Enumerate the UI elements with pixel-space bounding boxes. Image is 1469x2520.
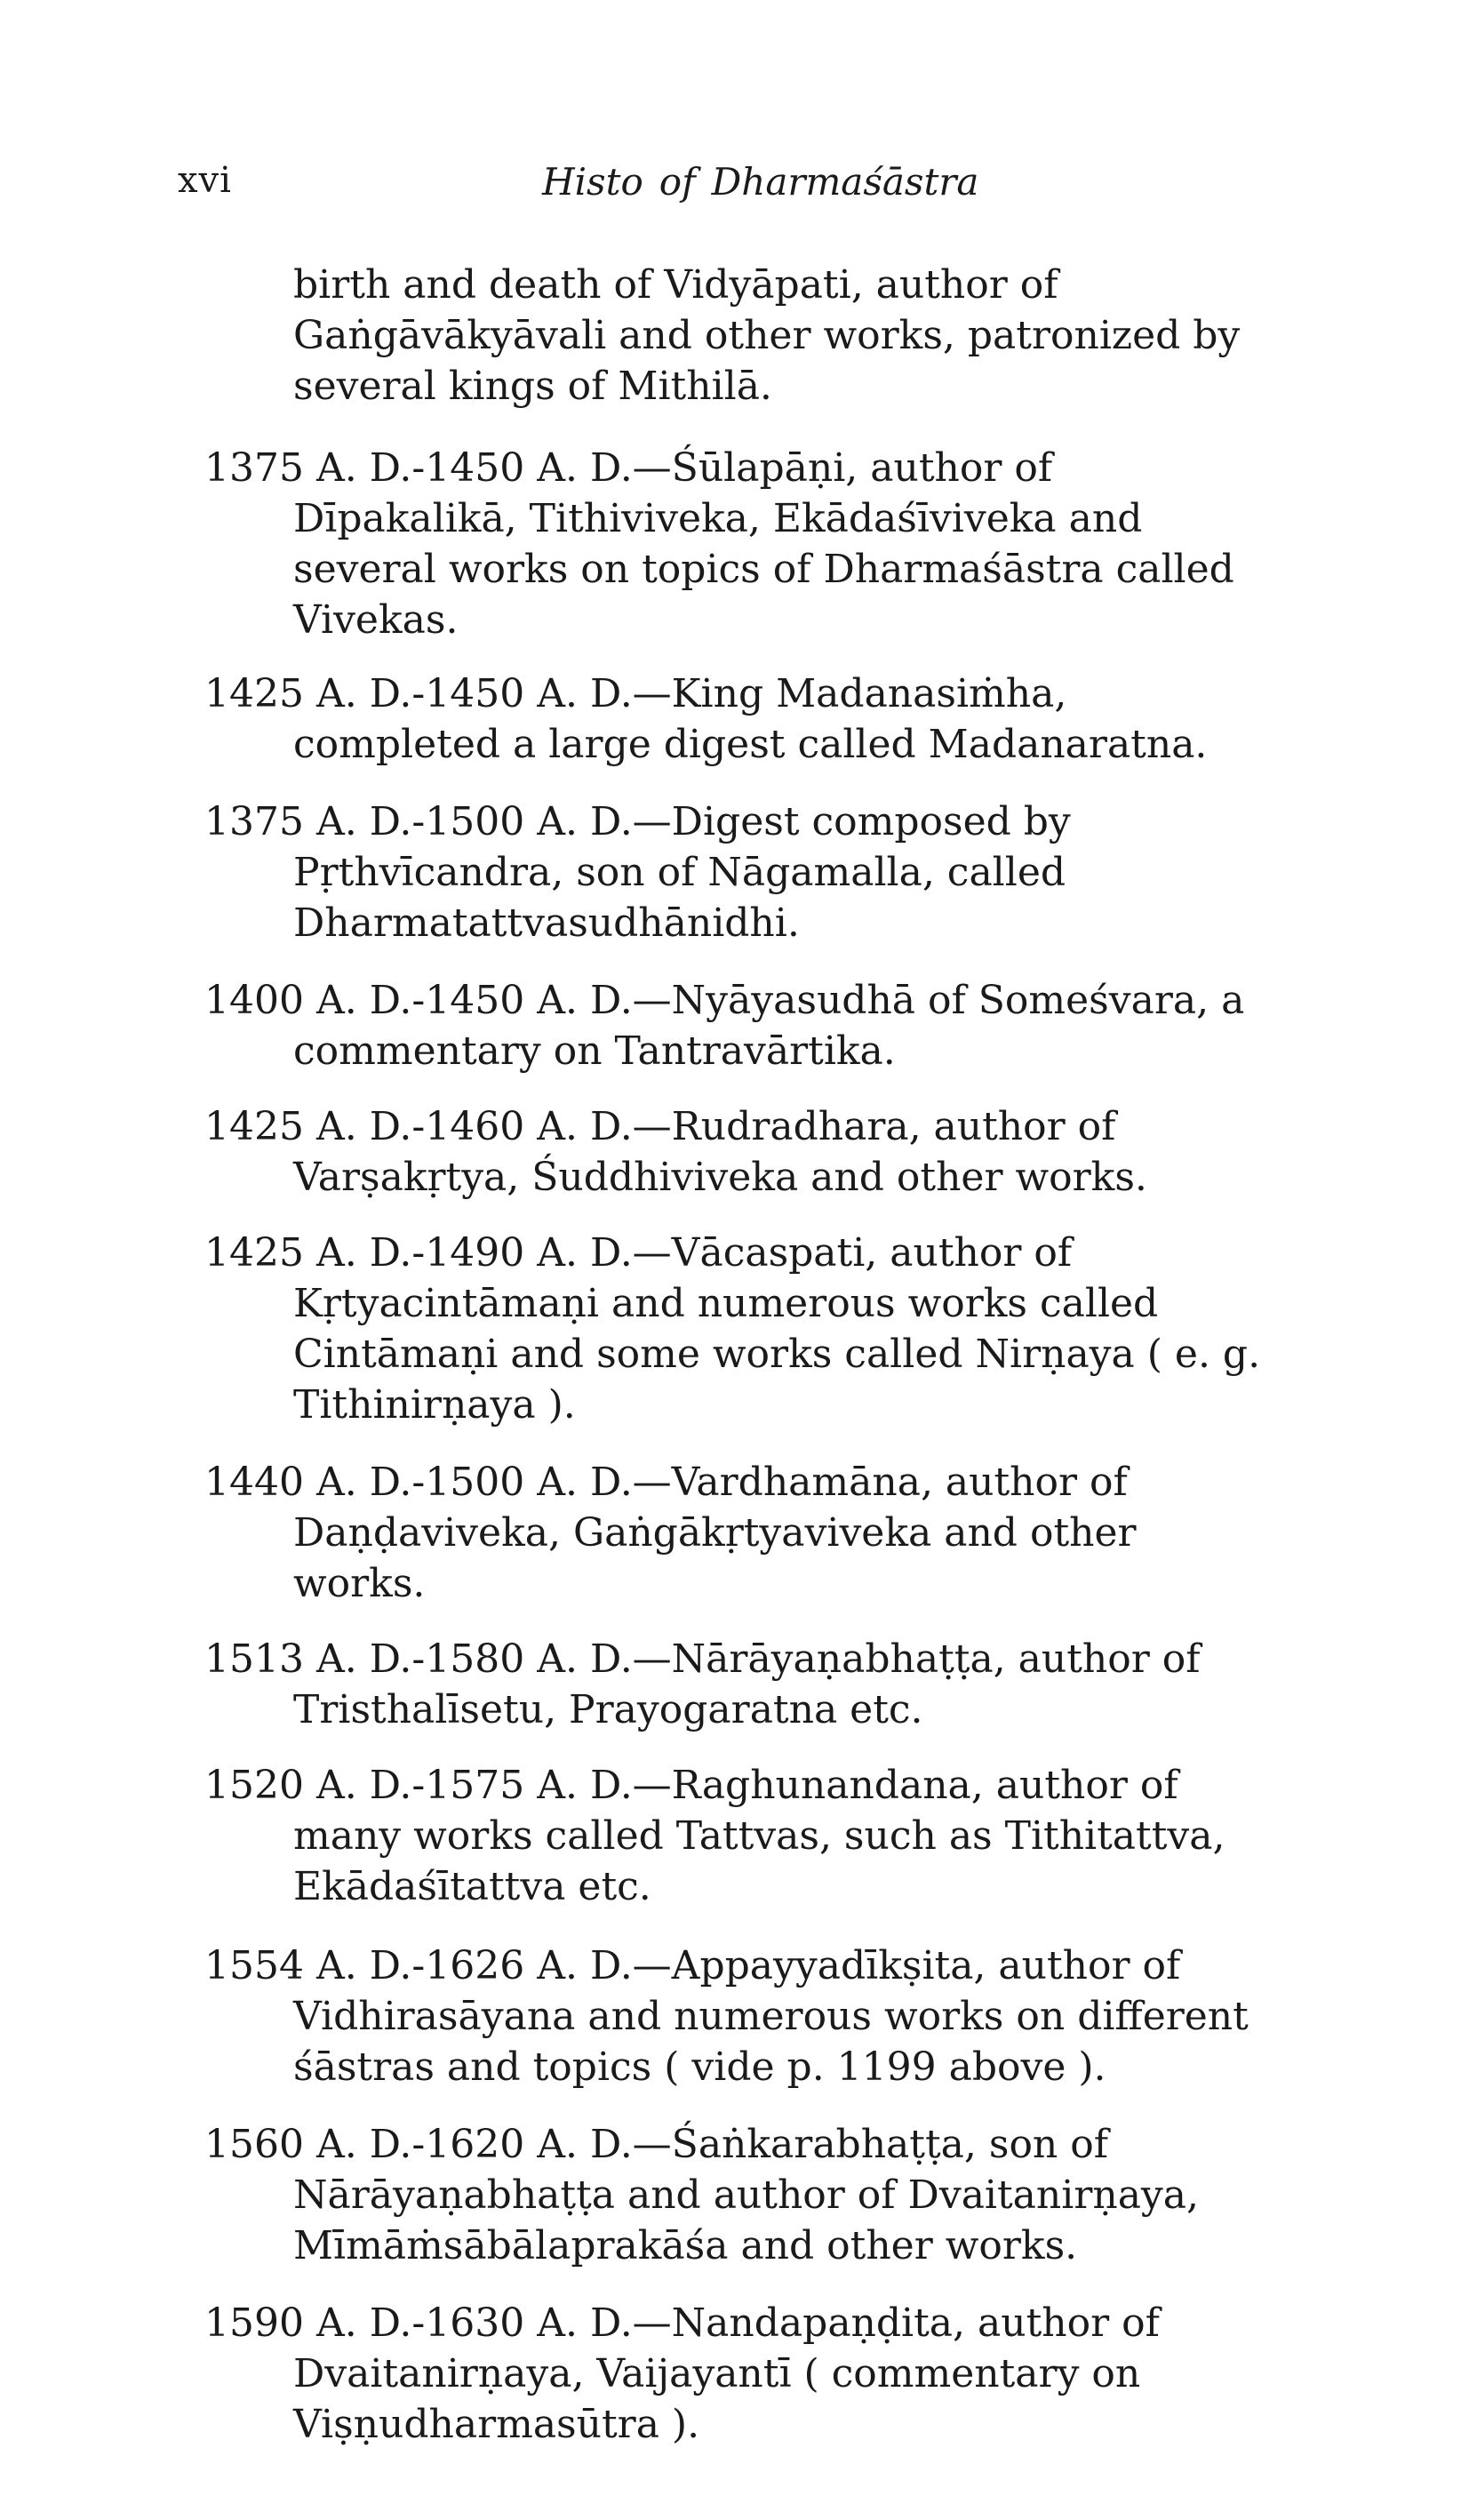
chronology-entry: 1520 A. D.-1575 A. D.—Raghunandana, author of many works called Tattvas, such as Tithitattva, Ekādaśītattva etc. [204,1763,1225,1909]
chronology-entry: 1560 A. D.-1620 A. D.—Śaṅkarabhaṭṭa, son of Nārāyaṇabhaṭṭa and author of Dvaitanirṇaya, Mīmāṁsābālaprakāśa and other works. [204,2122,1200,2268]
chronology-entry: 1400 A. D.-1450 A. D.—Nyāyasudhā of Someśvara, a commentary on Tantravārtika. [204,978,1245,1074]
running-title [542,160,994,204]
page-number: xvi [178,160,232,201]
chronology-entry: 1554 A. D.-1626 A. D.—Appayyadīkṣita, author of Vidhirasāyana and numerous works on different śāstras and topics ( vide p. 1199 above ). [204,1943,1249,2090]
chronology-entry: 1375 A. D.-1450 A. D.—Śūlapāṇi, author of Dīpakalikā, Tithiviveka, Ekādaśīviveka and several works on topics of Dharmaśāstra called Vivekas. [204,445,1234,643]
chronology-list [204,260,1280,2450]
chronology-entry: 1425 A. D.-1450 A. D.—King Madanasiṁha, completed a large digest called Madanaratna. [204,671,1208,767]
chronology-entry: 1440 A. D.-1500 A. D.—Vardhamāna, author of Daṇḍaviveka, Gaṅgākṛtyaviveka and other works. [204,1460,1137,1606]
running-title-part-2: of [659,160,696,204]
chronology-entry: 1513 A. D.-1580 A. D.—Nārāyaṇabhaṭṭa, author of Tristhalīsetu, Prayogaratna etc. [204,1636,1201,1732]
running-title-part-1: Histo [542,160,643,204]
chronology-entry: birth and death of Vidyāpati, author of Gaṅgāvākyāvali and other works, patronized by several kings of Mithilā. [293,262,1241,409]
chronology-entry: 1590 A. D.-1630 A. D.—Nandapaṇḍita, author of Dvaitanirṇaya, Vaijayantī ( commentary on Viṣṇudharmasūtra ). [204,2300,1160,2447]
chronology-entry: 1425 A. D.-1490 A. D.—Vācaspati, author of Kṛtyacintāmaṇi and numerous works called Cintāmaṇi and some works called Nirṇaya ( e. g. Tithinirṇaya ). [204,1230,1261,1428]
chronology-entry: 1375 A. D.-1500 A. D.—Digest composed by Pṛthvīcandra, son of Nāgamalla, called Dharmatattvasudhānidhi. [204,799,1071,946]
chronology-entry: 1425 A. D.-1460 A. D.—Rudradhara, author of Varṣakṛtya, Śuddhiviveka and other works. [204,1104,1147,1200]
running-title-part-3: Dharmaśāstra [711,160,979,204]
